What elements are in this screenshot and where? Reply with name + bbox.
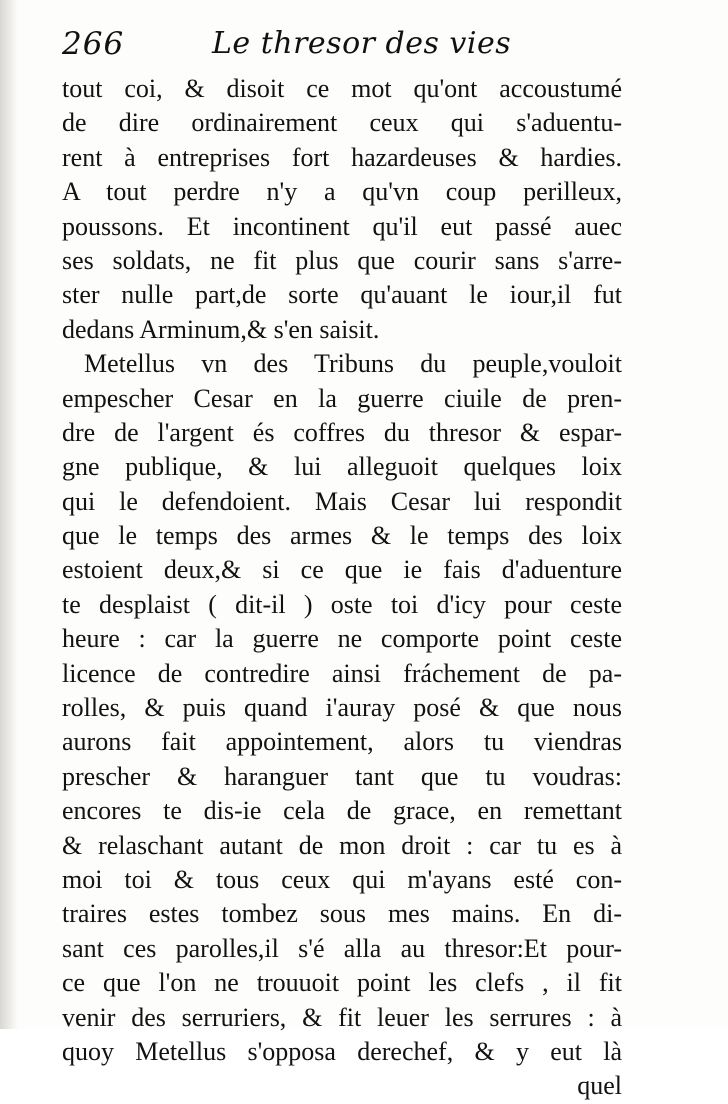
text-line: licence de contredire ainsi fráchement de pa-: [62, 658, 622, 688]
text-line: venir des serruriers, & fit leuer les serrures : à: [62, 1002, 622, 1032]
text-line: estoient deux,& si ce que ie fais d'aduenture: [62, 555, 622, 585]
text-line: aurons fait appointement, alors tu viendras: [62, 727, 622, 757]
running-title: Le thresor des vies: [212, 26, 512, 61]
text-line-paragraph-end: dedans Arminum,& s'en saisit.: [62, 314, 380, 344]
binding-gutter-shadow: [0, 0, 18, 1029]
text-line: ce que l'on ne trouuoit point les clefs , il fit: [62, 968, 622, 998]
text-line: qui le defendoient. Mais Cesar lui respondit: [62, 486, 622, 516]
text-line: empescher Cesar en la guerre ciuile de pren-: [62, 383, 622, 413]
text-line: prescher & haranguer tant que tu voudras:: [62, 761, 622, 791]
text-line: tout coi, & disoit ce mot qu'ont accoustumé: [62, 74, 622, 103]
text-line: de dire ordinairement ceux qui s'aduentu-: [62, 108, 622, 138]
text-line: ses soldats, ne fit plus que courir sans s'arre-: [62, 245, 622, 275]
text-line: poussons. Et incontinent qu'il eut passé auec: [62, 211, 622, 241]
text-line: dre de l'argent és coffres du thresor & espar-: [62, 417, 622, 447]
text-line: gne publique, & lui alleguoit quelques loix: [62, 452, 622, 482]
text-line: A tout perdre n'y a qu'vn coup perilleux,: [62, 177, 622, 207]
text-line: quoy Metellus s'opposa derechef, & y eut là: [62, 1036, 622, 1066]
text-line-paragraph-start: Metellus vn des Tribuns du peuple,vouloit: [84, 349, 622, 379]
text-line: ster nulle part,de sorte qu'auant le iour,il fut: [62, 280, 622, 310]
text-line: rent à entreprises fort hazardeuses & hardies.: [62, 142, 622, 172]
catchword: quel: [577, 1071, 622, 1101]
text-line: sant ces parolles,il s'é alla au thresor:Et pour-: [62, 933, 622, 963]
text-line: traires estes tombez sous mes mains. En di-: [62, 899, 622, 929]
body-text: [62, 72, 622, 1104]
text-line: te desplaist ( dit-il ) oste toi d'icy pour ceste: [62, 589, 622, 619]
text-line: rolles, & puis quand i'auray posé & que nous: [62, 693, 622, 723]
text-line: que le temps des armes & le temps des loix: [62, 521, 622, 551]
text-line: heure : car la guerre ne comporte point ceste: [62, 624, 622, 654]
text-line: moi toi & tous ceux qui m'ayans esté con-: [62, 864, 622, 894]
page-number: 266: [62, 26, 125, 62]
page-header: [62, 24, 662, 68]
text-line: encores te dis-ie cela de grace, en remettant: [62, 796, 622, 826]
text-line: & relaschant autant de mon droit : car tu es à: [62, 830, 622, 860]
